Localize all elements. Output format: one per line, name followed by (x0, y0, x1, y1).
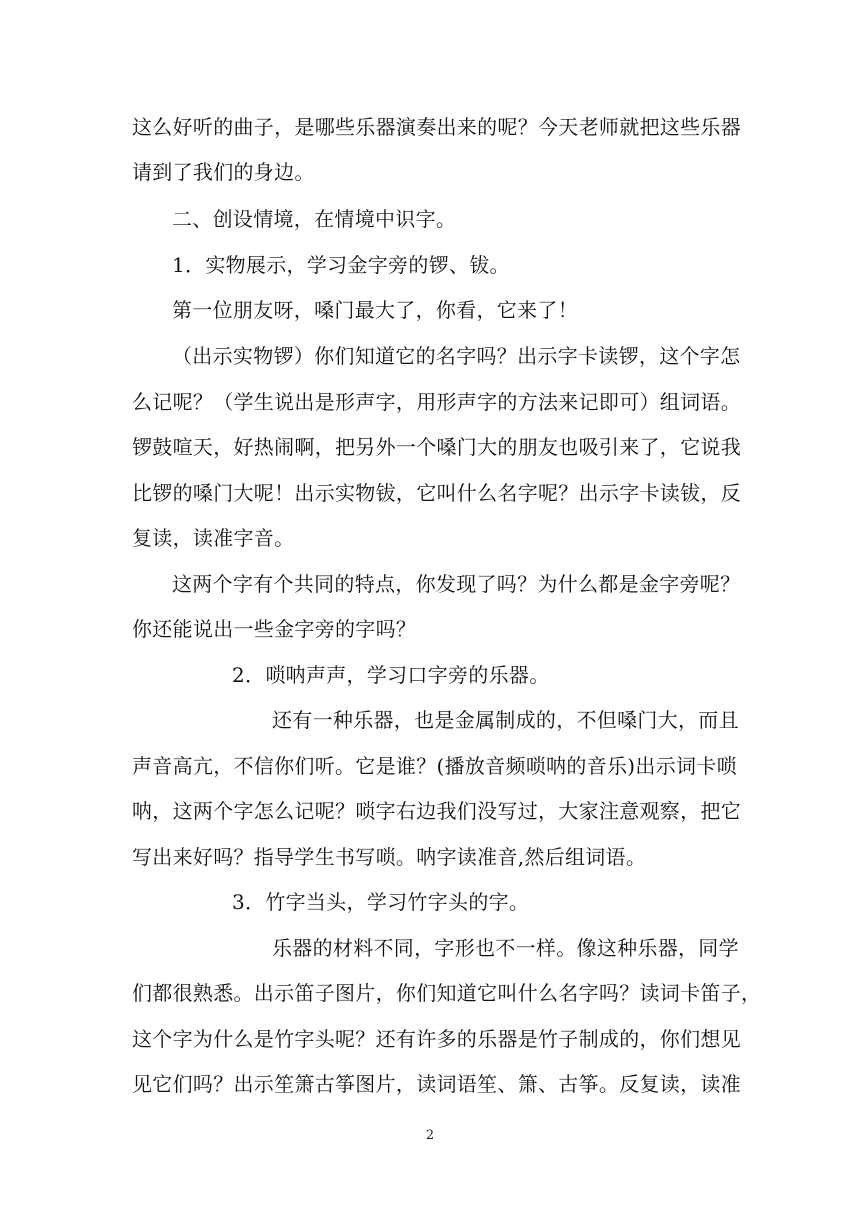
text-line: 这个字为什么是竹字头呢？还有许多的乐器是竹子制成的，你们想见 (132, 1027, 741, 1051)
text-line: 呐，这两个字怎么记呢？唢字右边我们没写过，大家注意观察，把它 (132, 799, 741, 823)
text-line: 第一位朋友呀，嗓门最大了，你看，它来了！ (172, 298, 578, 322)
text-line: 比锣的嗓门大呢！出示实物钹，它叫什么名字呢？出示字卡读钹，反 (132, 481, 741, 505)
text-line: 锣鼓喧天，好热闹啊，把另外一个嗓门大的朋友也吸引来了，它说我 (132, 435, 741, 459)
text-line: 还有一种乐器，也是金属制成的，不但嗓门大，而且 (272, 708, 739, 732)
subsection-heading: 1．实物展示，学习金字旁的锣、钹。 (172, 253, 510, 277)
section-heading: 二、创设情境，在情境中识字。 (172, 207, 457, 231)
text-line: 么记呢？（学生说出是形声字，用形声字的方法来记即可）组词语。 (132, 390, 741, 414)
text-line: 复读，读准字音。 (132, 526, 295, 550)
text-line: 写出来好吗？指导学生书写唢。呐字读准音,然后组词语。 (132, 845, 647, 869)
text-line: 见它们吗？出示笙箫古筝图片，读词语笙、箫、古筝。反复读，读准 (132, 1072, 741, 1096)
text-line: 这两个字有个共同的特点，你发现了吗？为什么都是金字旁呢？ (172, 572, 741, 596)
text-line: 这么好听的曲子，是哪些乐器演奏出来的呢？今天老师就把这些乐器 (132, 115, 741, 139)
subsection-heading: 3．竹字当头，学习竹字头的字。 (232, 890, 530, 914)
text-line: （出示实物锣）你们知道它的名字吗？出示字卡读锣，这个字怎 (172, 344, 741, 368)
text-line: 乐器的材料不同，字形也不一样。像这种乐器，同学 (272, 936, 739, 960)
page-number: 2 (425, 1128, 435, 1143)
subsection-heading: 2．唢呐声声，学习口字旁的乐器。 (232, 663, 550, 687)
text-line: 你还能说出一些金字旁的字吗？ (132, 617, 417, 641)
text-line: 声音高亢，不信你们听。它是谁？(播放音频唢呐的音乐)出示词卡唢 (132, 754, 737, 778)
text-line: 请到了我们的身边。 (132, 160, 315, 184)
text-line: 们都很熟悉。出示笛子图片，你们知道它叫什么名字吗？读词卡笛子， (132, 981, 762, 1005)
